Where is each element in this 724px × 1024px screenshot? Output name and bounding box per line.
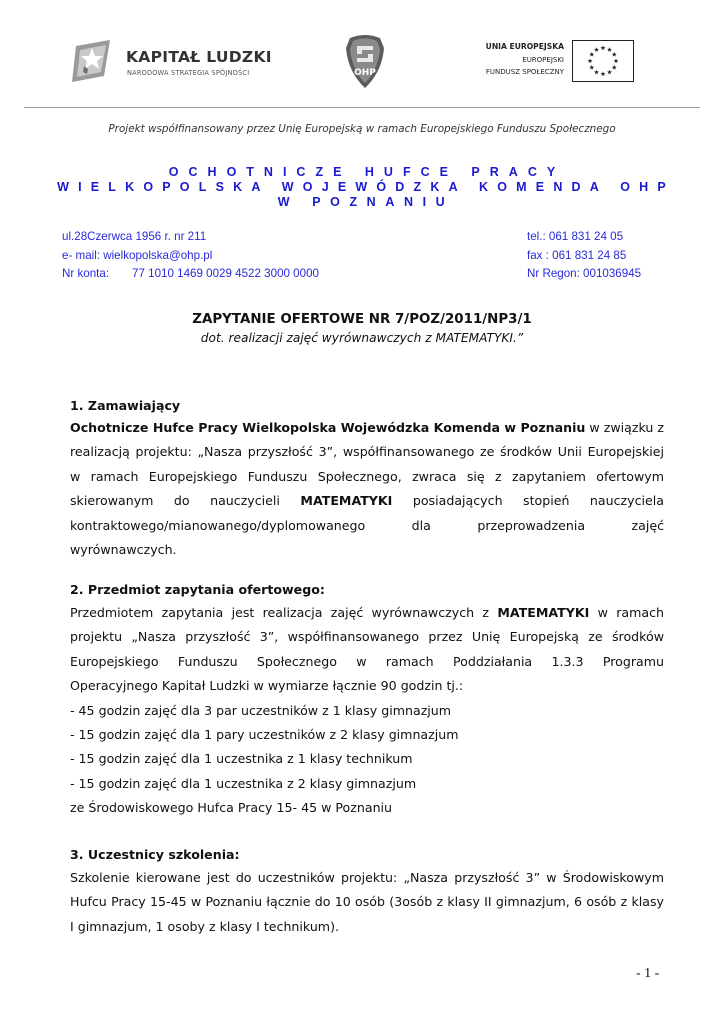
kapital-ludzki-name: KAPITAŁ LUDZKI [126, 48, 272, 66]
list-item: - 15 godzin zajęć dla 1 uczestnika z 2 klasy gimnazjum [70, 775, 417, 791]
contact-regon: Nr Regon: 001036945 [527, 267, 642, 280]
section-1-line-4-pre: skierowanym do nauczycieli [70, 493, 301, 509]
section-1-orgname: Ochotnicze Hufce Pracy Wielkopolska Wojewódzka Komenda w Poznaniu [70, 420, 586, 435]
eu-star-icon [601, 45, 606, 50]
eu-star-icon [607, 70, 612, 75]
eu-star-icon [612, 52, 617, 57]
list-item: - 45 godzin zajęć dla 3 par uczestników z 1 klasy gimnazjum [70, 702, 452, 718]
eu-star-icon [614, 58, 619, 63]
ohp-emblem-icon [342, 32, 388, 90]
contact-fax: fax : 061 831 24 85 [527, 249, 627, 262]
organization-line-1: OCHOTNICZE HUFCE PRACY [168, 165, 566, 179]
section-1-subject: MATEMATYKI [300, 493, 393, 509]
list-item: - 15 godzin zajęć dla 1 uczestnika z 1 klasy technikum [70, 751, 413, 767]
section-1-line-1-rest: w związku z [585, 420, 664, 435]
kapital-ludzki-logo [70, 36, 300, 90]
section-2-heading: 2. Przedmiot zapytania ofertowego: [70, 582, 325, 597]
eu-line-1: UNIA EUROPEJSKA [485, 42, 564, 51]
section-2-subject: MATEMATYKI [497, 605, 590, 620]
section-3-line-3: I gimnazjum, 1 osoby z klasy I technikum). [70, 918, 339, 934]
eu-star-icon [607, 47, 612, 52]
eu-logo [470, 40, 636, 84]
section-2-line-2: projektu „Nasza przyszłość 3”, współfinansowanego przez Unię Europejską ze środków [70, 629, 664, 645]
eu-star-icon [594, 70, 599, 75]
eu-star-icon [612, 65, 617, 70]
eu-star-icon [589, 65, 594, 70]
eu-star-icon [594, 47, 599, 52]
list-item: - 15 godzin zajęć dla 1 pary uczestników z 2 klasy gimnazjum [70, 727, 459, 743]
section-1-line-2: realizacją projektu: „Nasza przyszłość 3”, współfinansowanego ze środków Unii Europejskiej [70, 444, 664, 460]
section-1-line-3: w ramach Europejskiego Funduszu Społecznego, zwraca się z zapytaniem ofertowym [70, 468, 664, 484]
contact-tel: tel.: 061 831 24 05 [527, 230, 624, 243]
contact-account-label: Nr konta: [62, 267, 110, 280]
header-divider [24, 107, 700, 108]
section-1-body [70, 416, 664, 562]
section-1-line-5: kontraktowego/mianowanego/dyplomowanego dla przeprowadzenia zajęć [70, 517, 664, 533]
section-1-heading: 1. Zamawiający [70, 398, 181, 413]
eu-line-2: EUROPEJSKI [522, 56, 564, 64]
cofinancing-note: Projekt współfinansowany przez Unię Europejską w ramach Europejskiego Funduszu Społecznego [108, 123, 616, 135]
section-3-heading: 3. Uczestnicy szkolenia: [70, 847, 240, 862]
kapital-ludzki-subtitle: NARODOWA STRATEGIA SPÓJNOŚCI [127, 69, 250, 77]
ohp-logo-text: OHP [354, 68, 376, 78]
contact-address: ul.28Czerwca 1956 r. nr 211 [62, 230, 207, 243]
eu-star-icon [589, 52, 594, 57]
eu-line-3: FUNDUSZ SPOŁECZNY [485, 68, 564, 76]
eu-star-icon [588, 58, 593, 63]
contact-account-number: 77 1010 1469 0029 4522 3000 0000 [132, 267, 319, 280]
document-title: ZAPYTANIE OFERTOWE NR 7/POZ/2011/NP3/1 [192, 312, 532, 327]
section-2-line-1-post: w ramach [589, 605, 664, 620]
eu-star-icon [601, 71, 606, 76]
document-subtitle: dot. realizacji zajęć wyrównawczych z MATEMATYKI.” [200, 331, 524, 345]
eu-flag-icon [572, 40, 634, 82]
section-1-line-1 [70, 416, 664, 440]
section-2-line-1 [70, 601, 664, 625]
organization-line-3: W POZNANIU [277, 195, 455, 209]
contact-email: e- mail: wielkopolska@ohp.pl [62, 249, 213, 262]
organization-line-2: WIELKOPOLSKA WOJEWÓDZKA KOMENDA OHP [57, 180, 675, 194]
section-2-line-4: Operacyjnego Kapitał Ludzki w wymiarze łącznie 90 godzin tj.: [70, 678, 464, 694]
kapital-ludzki-emblem-icon [70, 36, 118, 90]
section-2-line-3: Europejskiego Funduszu Społecznego w ramach Poddziałania 1.3.3 Programu [70, 653, 664, 669]
section-1-line-6: wyrównawczych. [70, 542, 177, 558]
section-1-line-4-post: posiadających stopień nauczyciela [392, 493, 664, 509]
section-2-line-1-pre: Przedmiotem zapytania jest realizacja zajęć wyrównawczych z [70, 605, 498, 620]
ohp-logo [342, 32, 388, 90]
section-3-line-2: Hufcu Pracy 15-45 w Poznaniu łącznie do 10 osób (3osób z klasy II gimnazjum, 6 osób z klasy [70, 894, 664, 910]
section-1-line-4 [70, 489, 664, 513]
section-3-body [70, 866, 664, 939]
section-3-line-1: Szkolenie kierowane jest do uczestników projektu: „Nasza przyszłość 3” w Środowiskowym [70, 870, 664, 885]
section-2-body [70, 601, 664, 821]
section-2-closing: ze Środowiskowego Hufca Pracy 15- 45 w Poznaniu [70, 800, 393, 816]
page-number: - 1 - [636, 966, 660, 981]
